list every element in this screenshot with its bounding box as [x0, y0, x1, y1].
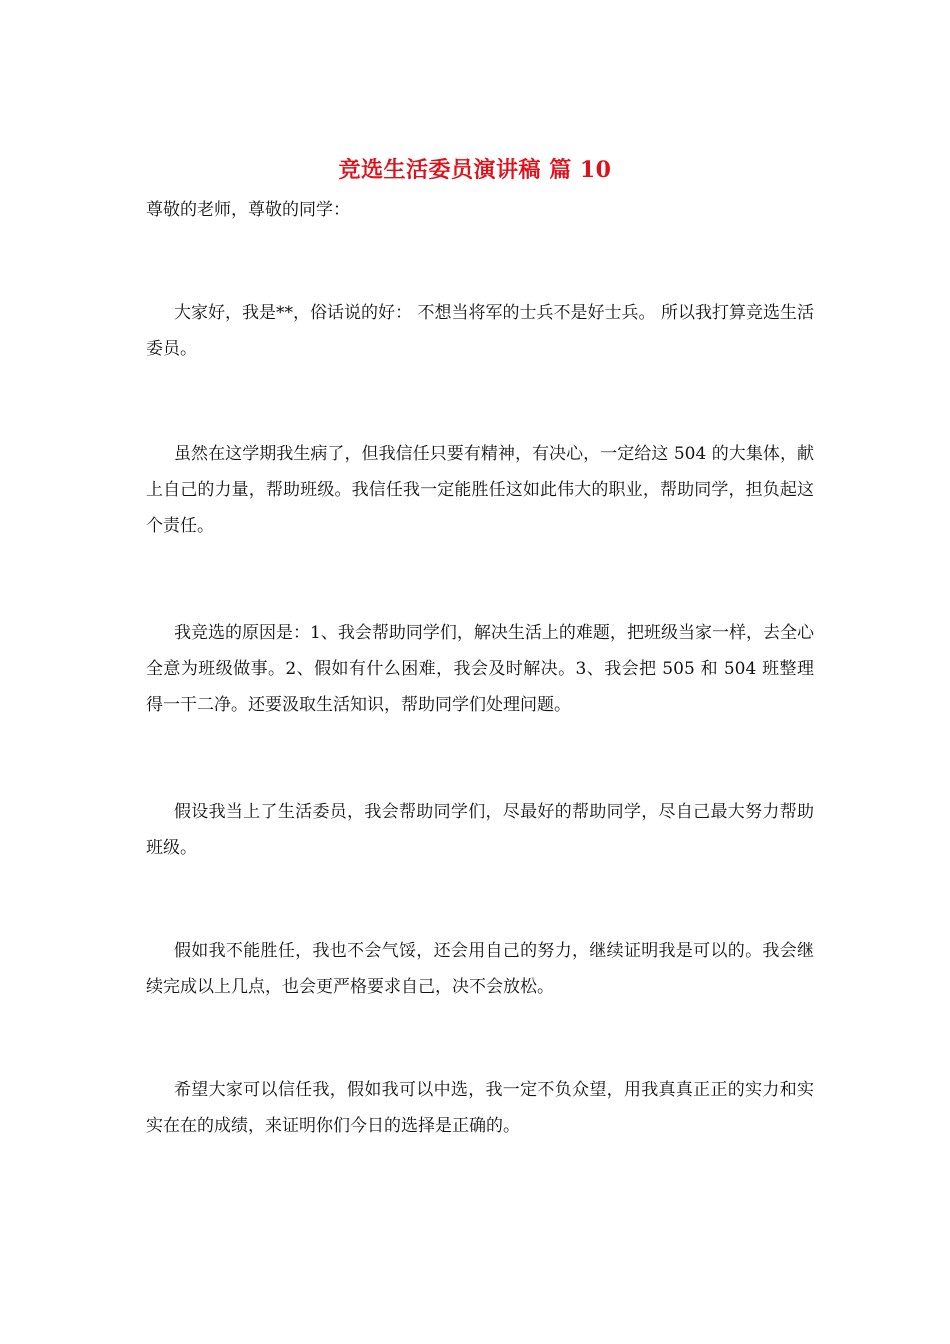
- salutation: 尊敬的老师，尊敬的同学：: [146, 200, 350, 220]
- paragraph-reasons: 我竞选的原因是：1、我会帮助同学们，解决生活上的难题，把班级当家一样，去全心全意为班级做事。2、假如有什么困难，我会及时解决。3、我会把 505 和 504 班整理得一干二净。还要汲取生活知识，帮助同学们处理问题。: [146, 623, 814, 715]
- paragraph-intro: 大家好，我是**，俗话说的好： 不想当将军的士兵不是好士兵。 所以我打算竞选生活委员。: [146, 303, 814, 359]
- paragraph-if-not-elected: 假如我不能胜任，我也不会气馁，还会用自己的努力，继续证明我是可以的。我会继续完成以上几点，也会更严格要求自己，决不会放松。: [146, 941, 814, 997]
- paragraph-closing: 希望大家可以信任我，假如我可以中选，我一定不负众望，用我真真正正的实力和实实在在的成绩，来证明你们今日的选择是正确的。: [146, 1080, 814, 1136]
- paragraph-if-elected: 假设我当上了生活委员，我会帮助同学们，尽最好的帮助同学，尽自己最大努力帮助班级。: [146, 802, 814, 858]
- document-title: 竞选生活委员演讲稿 篇 10: [338, 157, 612, 183]
- paragraph-determination: 虽然在这学期我生病了，但我信任只要有精神，有决心，一定给这 504 的大集体，献上自己的力量，帮助班级。我信任我一定能胜任这如此伟大的职业，帮助同学，担负起这个责任。: [146, 444, 814, 536]
